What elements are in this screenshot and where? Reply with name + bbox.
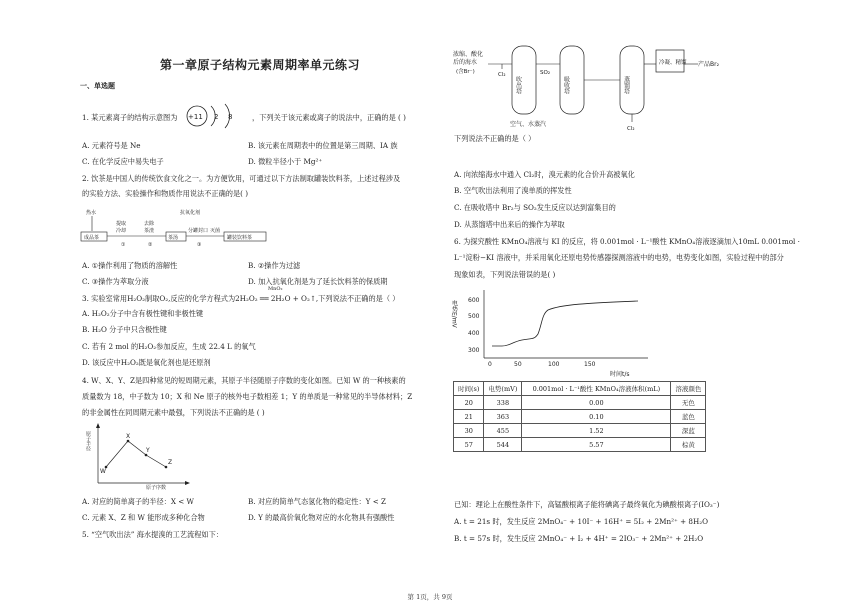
table-cell: 21 bbox=[454, 410, 484, 424]
q2-cool-label: 冷却 bbox=[116, 228, 127, 234]
q6-stem-line3: 现象如表，下列说法错误的是( ) bbox=[454, 270, 556, 279]
q4-stem-line3: 的非金属性在同周期元素中最强，下列说法不正确的是 ( ) bbox=[82, 408, 265, 417]
q2-hot-water-label: 热水 bbox=[86, 210, 97, 216]
q5-tower-blowout-label: 吹出塔 bbox=[514, 76, 522, 94]
q6-xtick-100: 100 bbox=[548, 361, 560, 368]
q5-tower-absorb-label: 吸收塔 bbox=[562, 76, 570, 94]
table-row bbox=[454, 424, 706, 438]
q6-y-axis-label: 电势E/mV bbox=[450, 300, 458, 328]
q2-remove-label: 去除 bbox=[144, 221, 155, 227]
q5-air-label: 空气、水蒸汽 bbox=[510, 121, 547, 128]
q4-option-d[interactable]: D. Y 的最高价氧化物对应的水化物具有强酸性 bbox=[248, 513, 395, 522]
q6-ytick-500: 500 bbox=[468, 313, 480, 320]
q4-y-axis-label: 原子半径 bbox=[85, 431, 91, 451]
q6-ytick-400: 400 bbox=[468, 330, 480, 337]
q2-box-tea-label: 成品茶 bbox=[84, 235, 100, 241]
q1-stem-b: ，下列关于该元素或离子的说法中，正确的是 ( ) bbox=[252, 113, 406, 122]
q6-potential-curve bbox=[492, 301, 638, 346]
q4-option-c[interactable]: C. 元素 X、Z 和 W 能形成多种化合物 bbox=[82, 513, 205, 522]
section-heading: 一、单选题 bbox=[80, 81, 115, 90]
q2-option-b[interactable]: B. ②操作为过滤 bbox=[248, 261, 301, 270]
q5-option-d[interactable]: D. 从蒸馏塔中出来后的操作为萃取 bbox=[454, 220, 565, 229]
page-footer: 第 1页，共 9页 bbox=[407, 593, 453, 601]
q2-stem-line2: 的实验方法、实验操作和物质作用说法不正确的是( ) bbox=[82, 189, 249, 198]
q5-source-line1: 浓缩、酸化 bbox=[453, 51, 484, 58]
table-cell: 棕黄 bbox=[671, 438, 706, 452]
q1-option-d[interactable]: D. 微粒半径小于 Mg²⁺ bbox=[248, 157, 323, 166]
q6-xtick-0: 0 bbox=[488, 361, 492, 368]
q6-stem-line2: L⁻¹淀粉−KI 溶液中，并采用氧化还原电势传感器探测溶液中的电势，电势变化如图，实验过程中的部分 bbox=[454, 253, 784, 262]
q4-stem-line2: 质量数为 18，中子数为 10；X 和 Ne 原子的核外电子数相差 1；Y 的单质是一种常见的半导体材料；Z bbox=[82, 392, 413, 401]
q1-option-c[interactable]: C. 在化学反应中易失电子 bbox=[82, 157, 164, 166]
q1-stem-a: 1. 某元素离子的结构示意图为 bbox=[82, 113, 178, 122]
q2-stem-line1: 2. 饮茶是中国人的传统饮食文化之一。为方便饮用，可通过以下方法制取罐装饮料茶，上述过程涉及 bbox=[82, 174, 401, 183]
q6-data-table bbox=[453, 381, 706, 452]
q3-option-b[interactable]: B. H₂O 分子中只含极性键 bbox=[82, 325, 167, 334]
table-cell: 0.00 bbox=[522, 396, 671, 410]
table-cell: 455 bbox=[484, 424, 522, 438]
q4-point-z: Z bbox=[168, 459, 173, 466]
q6-th-potential: 电势(mV) bbox=[484, 382, 522, 396]
q6-x-axis-label: 时间t/s bbox=[610, 371, 630, 378]
q4-option-a[interactable]: A. 对应的简单离子的半径：X < W bbox=[82, 497, 194, 506]
q5-cl2-top-label: Cl₂ bbox=[498, 72, 506, 78]
q6-table-header-row bbox=[454, 382, 706, 396]
q6-th-time: 时间(s) bbox=[454, 382, 484, 396]
table-row bbox=[454, 396, 706, 410]
q1-option-a[interactable]: A. 元素符号是 Ne bbox=[82, 141, 141, 150]
q2-box-canned-label: 罐装饮料茶 bbox=[227, 235, 253, 241]
q4-point-x: X bbox=[126, 433, 131, 440]
q2-box-soup-label: 茶汤 bbox=[168, 235, 179, 241]
q2-sterilize-label: 灭菌 bbox=[210, 228, 221, 234]
q5-source-line3: (含Br⁻) bbox=[456, 69, 475, 75]
q3-option-a[interactable]: A. H₂O₂分子中含有极性键和非极性键 bbox=[82, 309, 204, 318]
q2-step3-label: ③ bbox=[197, 242, 202, 248]
q2-step2-label: ② bbox=[148, 242, 153, 248]
q6-stem-line1: 6. 为探究酸性 KMnO₄溶液与 KI 的反应，将 0.001mol · L⁻¹酸性 KMnO₄溶液逐滴加入10mL 0.001mol · bbox=[454, 237, 800, 246]
q2-option-c[interactable]: C. ③操作为萃取分液 bbox=[82, 277, 149, 286]
q4-x-axis-label: 原子序数 bbox=[146, 485, 167, 491]
q5-flow-diagram bbox=[452, 42, 732, 132]
q2-option-a[interactable]: A. ①操作利用了物质的溶解性 bbox=[82, 261, 178, 270]
q1-ion-diagram bbox=[181, 99, 249, 133]
q3-option-d[interactable]: D. 该反应中H₂O₂既是氧化剂也是还原剂 bbox=[82, 358, 211, 367]
table-cell: 363 bbox=[484, 410, 522, 424]
q2-antioxidant-label: 抗氧化剂 bbox=[180, 210, 201, 216]
q6-option-a[interactable]: A. t = 21s 时，发生反应 2MnO₄⁻ + 10I⁻ + 16H⁺ = 5I₂ + 2Mn²⁺ + 8H₂O bbox=[454, 517, 708, 526]
q5-so2-label: SO₂ bbox=[540, 70, 551, 76]
q1-option-b[interactable]: B. 该元素在周期表中的位置是第三周期、IA 族 bbox=[248, 141, 398, 150]
table-cell: 57 bbox=[454, 438, 484, 452]
q5-option-a[interactable]: A. 向浓缩海水中通入 Cl₂时，溴元素的化合价升高被氧化 bbox=[454, 170, 635, 179]
q3-stem: 3. 实验室常用H₂O₂制取O₂,反应的化学方程式为2H₂O₂ ══ 2H₂O + O₂↑,下列说法不正确的是（ ） bbox=[82, 294, 400, 303]
q5-option-c[interactable]: C. 在吸收塔中 Br₂与 SO₂发生反应以达到富集目的 bbox=[454, 203, 616, 212]
q6-xtick-50: 50 bbox=[514, 361, 522, 368]
q1-nucleus-label: +11 bbox=[188, 113, 203, 121]
q4-stem-line1: 4. W、X、Y、Z是四种常见的短周期元素，其原子半径随原子序数的变化如图。已知 W 的一种核素的 bbox=[82, 376, 406, 385]
q1-shell1-label: 2 bbox=[214, 113, 219, 121]
page-title: 第一章原子结构元素周期率单元练习 bbox=[160, 58, 361, 72]
q5-source-line2: 后的海水 bbox=[453, 59, 478, 66]
table-cell: 无色 bbox=[671, 396, 706, 410]
q6-note: 已知：理论上在酸性条件下，高锰酸根离子能将碘离子最终氧化为碘酸根离子(IO₃⁻) bbox=[454, 500, 720, 509]
table-cell: 深蓝 bbox=[671, 424, 706, 438]
q6-option-b[interactable]: B. t = 57s 时，发生反应 2MnO₄⁻ + I₂ + 4H⁺ = 2IO₃⁻ + 2Mn²⁺ + 2H₂O bbox=[454, 534, 704, 543]
q6-th-volume: 0.001mol · L⁻¹酸性 KMnO₄溶液体积(mL) bbox=[522, 382, 671, 396]
table-cell: 30 bbox=[454, 424, 484, 438]
q6-th-color: 溶液颜色 bbox=[671, 382, 706, 396]
table-row bbox=[454, 438, 706, 452]
q5-condense-label: 冷凝、精馏 bbox=[659, 60, 687, 66]
q1-shell2-label: 8 bbox=[228, 113, 233, 121]
q5-product-label: 产品Br₂ bbox=[698, 61, 719, 68]
q4-point-y: Y bbox=[146, 447, 150, 454]
q2-extract-label: 提取 bbox=[116, 221, 127, 227]
q4-point-w: W bbox=[100, 468, 106, 475]
table-row bbox=[454, 410, 706, 424]
q5-tower-distill-label: 蒸馏塔 bbox=[622, 76, 630, 94]
q2-flow-diagram bbox=[80, 205, 280, 255]
table-cell: 544 bbox=[484, 438, 522, 452]
q5-question: 下列说法不正确的是（ ） bbox=[454, 134, 536, 143]
q6-ytick-600: 600 bbox=[468, 297, 480, 304]
table-cell: 20 bbox=[454, 396, 484, 410]
table-cell: 0.10 bbox=[522, 410, 671, 424]
table-cell: 338 bbox=[484, 396, 522, 410]
q3-catalyst: MnO₂ bbox=[268, 286, 283, 292]
q2-option-d[interactable]: D. 加入抗氧化剂是为了延长饮料茶的保质期 bbox=[248, 277, 388, 286]
q6-potential-graph bbox=[452, 286, 652, 378]
q6-xtick-150: 150 bbox=[584, 361, 596, 368]
q2-step1-label: ① bbox=[121, 242, 126, 248]
q5-cl2-bottom-label: Cl₂ bbox=[627, 126, 635, 132]
q4-radius-graph bbox=[84, 421, 194, 489]
q2-residue-label: 茶渣 bbox=[144, 228, 155, 234]
q4-option-b[interactable]: B. 对应的简单气态氢化物的稳定性：Y < Z bbox=[248, 497, 386, 506]
q6-ytick-300: 300 bbox=[468, 347, 480, 354]
table-cell: 5.57 bbox=[522, 438, 671, 452]
q5-option-b[interactable]: B. 空气吹出法利用了溴单质的挥发性 bbox=[454, 186, 572, 195]
q2-seal-label: 分罐封口 bbox=[188, 228, 209, 234]
table-cell: 蓝色 bbox=[671, 410, 706, 424]
q5-stem: 5. “空气吹出法” 海水提溴的工艺流程如下： bbox=[82, 530, 223, 539]
table-cell: 1.52 bbox=[522, 424, 671, 438]
q3-option-c[interactable]: C. 若有 2 mol 的H₂O₂参加反应，生成 22.4 L 的氧气 bbox=[82, 342, 256, 351]
